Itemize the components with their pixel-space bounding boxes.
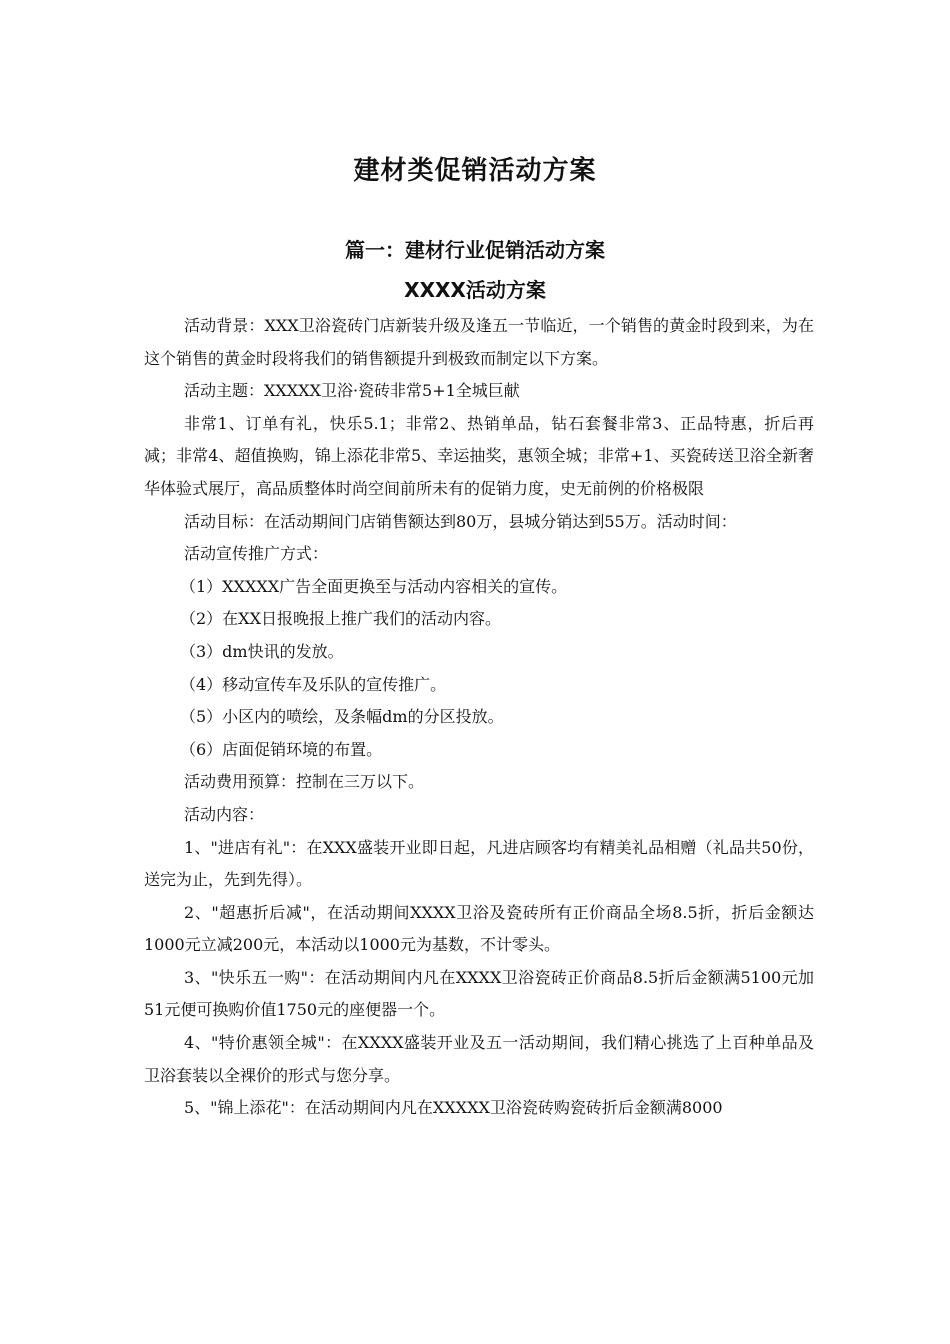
content-item: 4、"特价惠领全城"：在XXXX盛装开业及五一活动期间，我们精心挑选了上百种单品及卫浴套装以全裸价的形式与您分享。 xyxy=(144,1033,814,1085)
content-item: 1、"进店有礼"：在XXX盛装开业即日起，凡进店顾客均有精美礼品相赠（礼品共50份，送完为止，先到先得）。 xyxy=(144,837,814,890)
content-item: 5、"锦上添花"：在活动期间内凡在XXXXX卫浴瓷砖购瓷砖折后金额满8000 xyxy=(184,1098,723,1118)
promo-item: （3）dm快讯的发放。 xyxy=(180,641,344,661)
content-intro: 活动内容： xyxy=(184,804,265,824)
promo-item: （2）在XX日报晚报上推广我们的活动内容。 xyxy=(180,609,501,629)
promo-item: （1）XXXXX广告全面更换至与活动内容相关的宣传。 xyxy=(180,576,568,596)
document-body xyxy=(144,310,814,1125)
content-item: 3、"快乐五一购"：在活动期间内凡在XXXX卫浴瓷砖正价商品8.5折后金额满5100元加51元便可换购价值1750元的座便器一个。 xyxy=(144,967,814,1020)
promo-item: （6）店面促销环境的布置。 xyxy=(180,739,383,759)
promo-item: （4）移动宣传车及乐队的宣传推广。 xyxy=(180,674,447,694)
sub-heading: XXXX活动方案 xyxy=(404,278,546,302)
promo-intro: 活动宣传推广方式： xyxy=(184,544,329,564)
offers-paragraph: 非常1、订单有礼，快乐5.1；非常2、热销单品，钻石套餐非常3、正品特惠，折后再减；非常4、超值换购，锦上添花非常5、幸运抽奖，惠领全城；非常+1、买瓷砖送卫浴全新奢华体验式展厅，高品质整体时尚空间前所未有的促销力度，史无前例的价格极限 xyxy=(144,413,814,498)
content-item: 2、"超惠折后减"，在活动期间XXXX卫浴及瓷砖所有正价商品全场8.5折，折后金额达1000元立减200元，本活动以1000元为基数，不计零头。 xyxy=(144,902,814,955)
section-heading: 篇一：建材行业促销活动方案 xyxy=(345,238,605,262)
goal-paragraph: 活动目标：在活动期间门店销售额达到80万，县城分销达到55万。活动时间： xyxy=(184,511,737,531)
document-title: 建材类促销活动方案 xyxy=(353,156,597,186)
theme-paragraph: 活动主题：XXXXX卫浴·瓷砖非常5+1全城巨献 xyxy=(184,381,520,401)
budget-paragraph: 活动费用预算：控制在三万以下。 xyxy=(184,772,425,792)
background-paragraph: 活动背景：XXX卫浴瓷砖门店新装升级及逢五一节临近，一个销售的黄金时段到来，为在这个销售的黄金时段将我们的销售额提升到极致而制定以下方案。 xyxy=(144,316,814,368)
promo-item: （5）小区内的喷绘，及条幅dm的分区投放。 xyxy=(180,707,504,727)
